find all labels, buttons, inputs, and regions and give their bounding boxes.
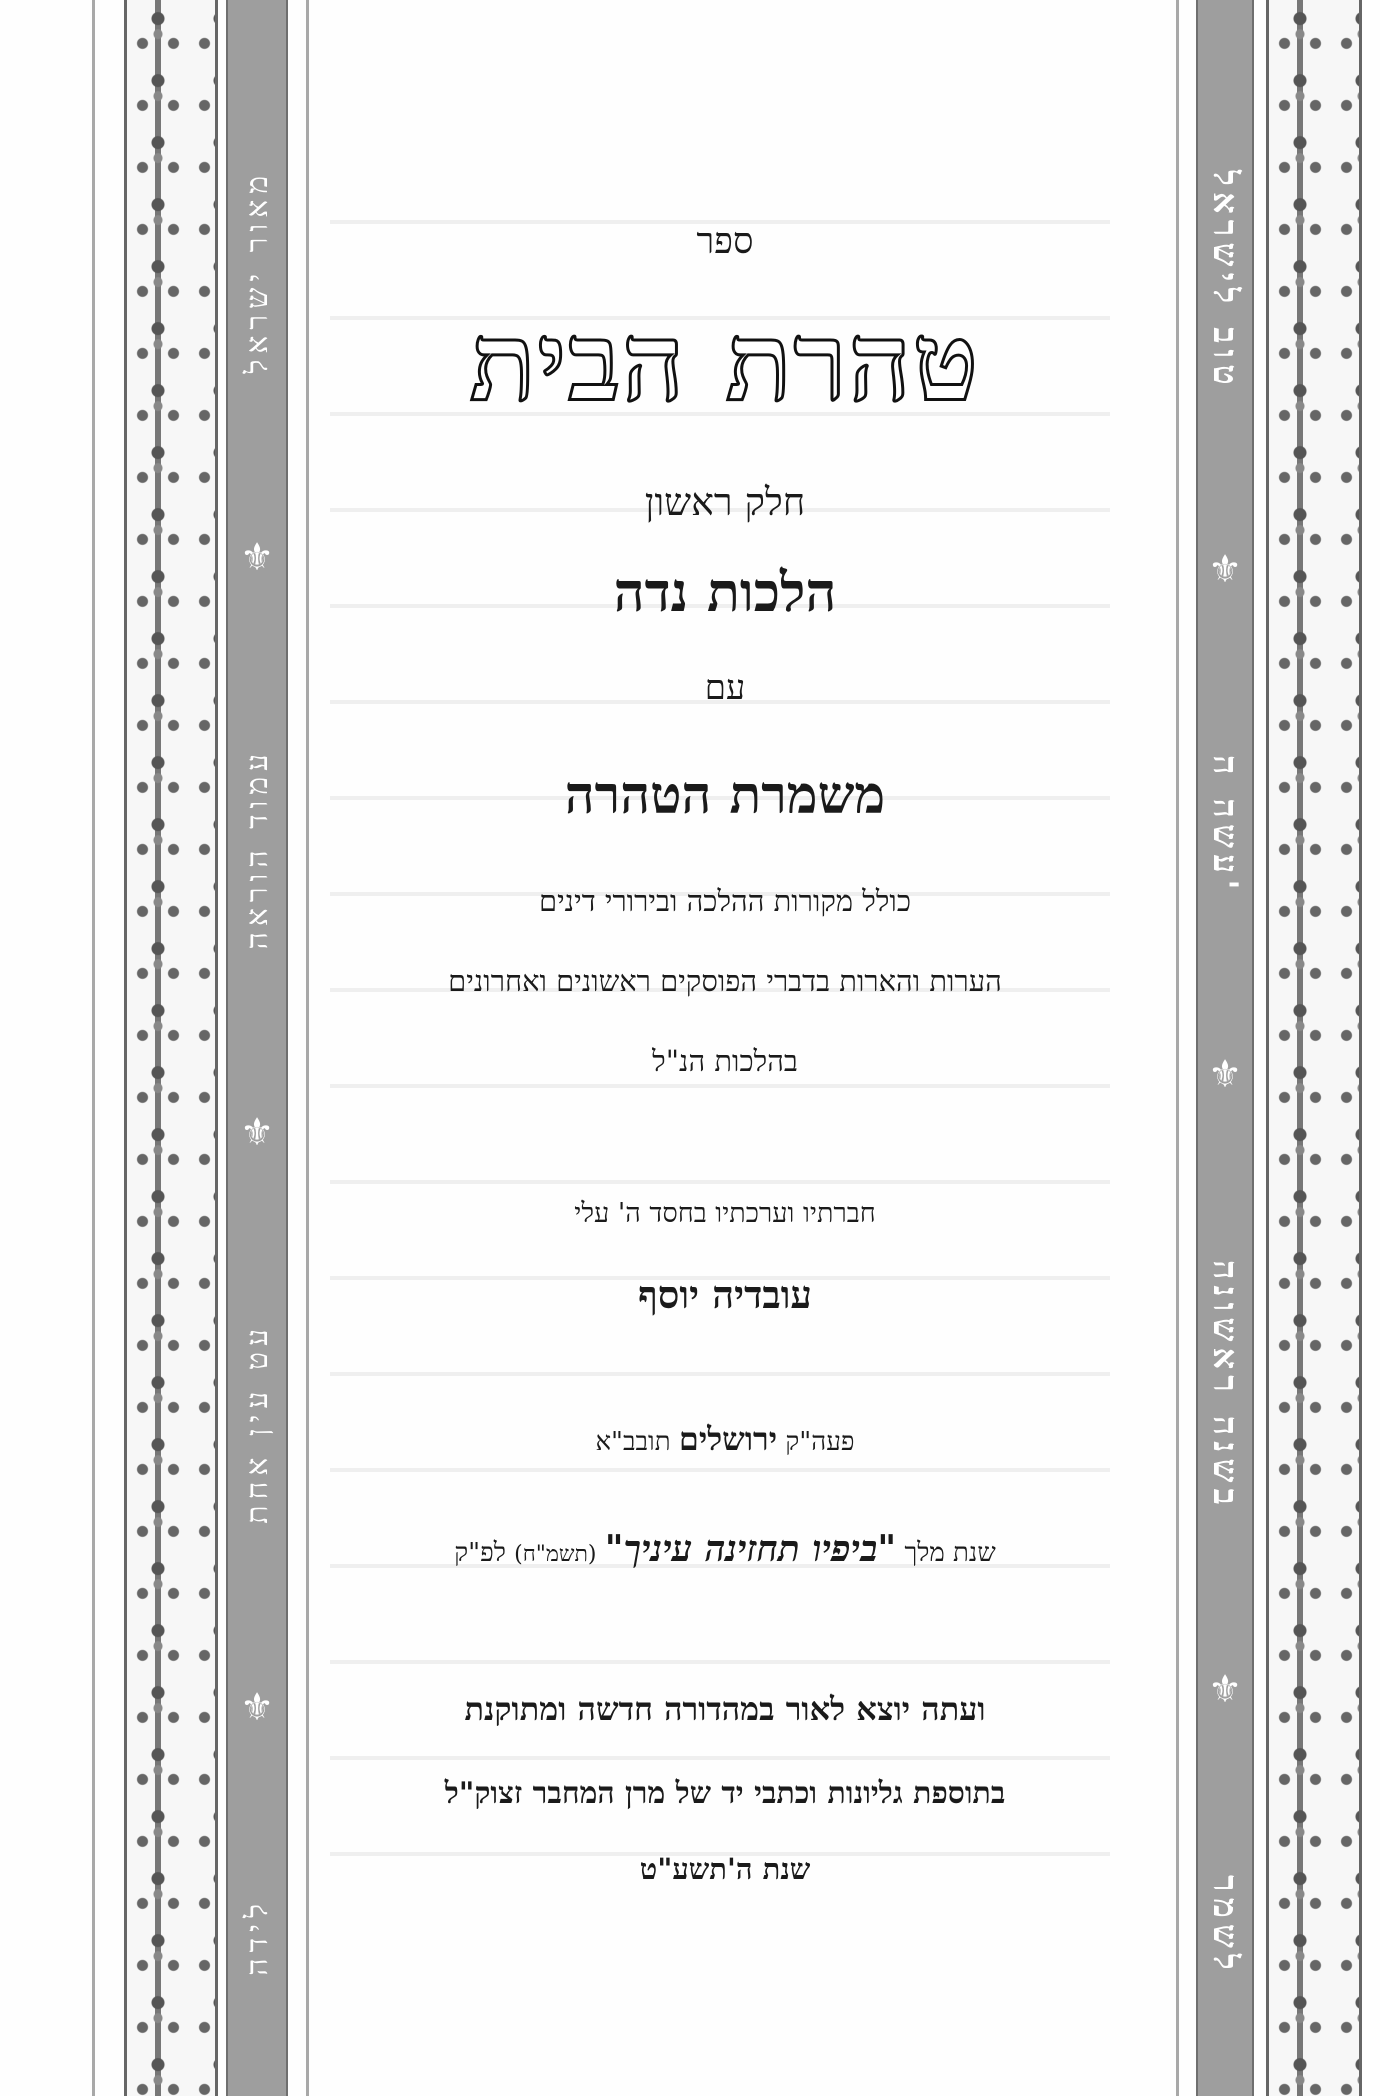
- place-suffix: תובב"א: [595, 1427, 671, 1457]
- sefer-label: ספר: [696, 221, 754, 262]
- description-line: הערות והארות בדברי הפוסקים ראשונים ואחרונים: [448, 964, 1002, 998]
- right-band-text: בשנה ראשונה: [1205, 1260, 1245, 1511]
- composed-line: חברתיו וערכתיו בחסד ה' עלי: [574, 1198, 876, 1229]
- year-line: [310, 1528, 1140, 1570]
- right-band-text: טוב לישראל: [1205, 170, 1245, 391]
- year-suffix: לפ"ק: [454, 1538, 506, 1568]
- edition-year: שנת ה'תשע"ט: [639, 1852, 811, 1886]
- author-name: עובדיה יוסף: [638, 1272, 812, 1317]
- left-band-text: עמוד הוראה: [239, 747, 275, 950]
- left-band-text: לידה: [239, 1898, 275, 1976]
- description-line: כולל מקורות ההלכה ובירורי דינים: [538, 884, 912, 918]
- left-decorative-band: [226, 0, 288, 2096]
- right-inner-border-line: [1176, 0, 1179, 2096]
- left-inner-border-line: [306, 0, 309, 2096]
- fleur-de-lis-icon: [237, 1676, 277, 1746]
- right-ornamental-pattern: [1266, 0, 1362, 2096]
- year-prefix: שנת מלך: [904, 1538, 996, 1568]
- right-band-text: לשמר: [1205, 1875, 1245, 1976]
- book-title: טהרת הבית: [469, 300, 981, 426]
- left-border-line: [92, 0, 95, 2096]
- part-label: חלק ראשון: [644, 480, 806, 524]
- commentary-title: משמרת הטהרה: [564, 765, 886, 826]
- place-city: ירושלים: [678, 1420, 778, 1458]
- fleur-de-lis-icon: [237, 1101, 277, 1171]
- halachot-heading: הלכות נדה: [613, 560, 837, 624]
- left-band-text: מאור ישראל: [239, 170, 275, 374]
- edition-line: בתוספת גליונות וכתבי יד של מרן המחבר זצוק"ל: [444, 1776, 1006, 1811]
- right-decorative-band: [1196, 0, 1254, 2096]
- fleur-de-lis-icon: [237, 526, 277, 596]
- right-band-text: עשה ה': [1205, 755, 1245, 896]
- year-numeric: (תשמ"ח): [514, 1542, 597, 1567]
- with-label: עם: [704, 668, 746, 708]
- fleur-de-lis-icon: [1205, 1043, 1245, 1113]
- fleur-de-lis-icon: [1205, 1658, 1245, 1728]
- left-band-text: עט עין אחת: [239, 1323, 275, 1525]
- fleur-de-lis-icon: [1205, 538, 1245, 608]
- description-line: בהלכות הנ"ל: [652, 1044, 798, 1078]
- edition-line: ועתה יוצא לאור במהדורה חדשה ומתוקנת: [464, 1690, 986, 1728]
- year-phrase: "ביפיו תחזינה עיניך": [604, 1528, 897, 1570]
- place-prefix: פעה"ק: [785, 1427, 855, 1457]
- title-content: [310, 0, 1140, 2096]
- left-ornamental-pattern: [124, 0, 218, 2096]
- place-line: [310, 1420, 1140, 1458]
